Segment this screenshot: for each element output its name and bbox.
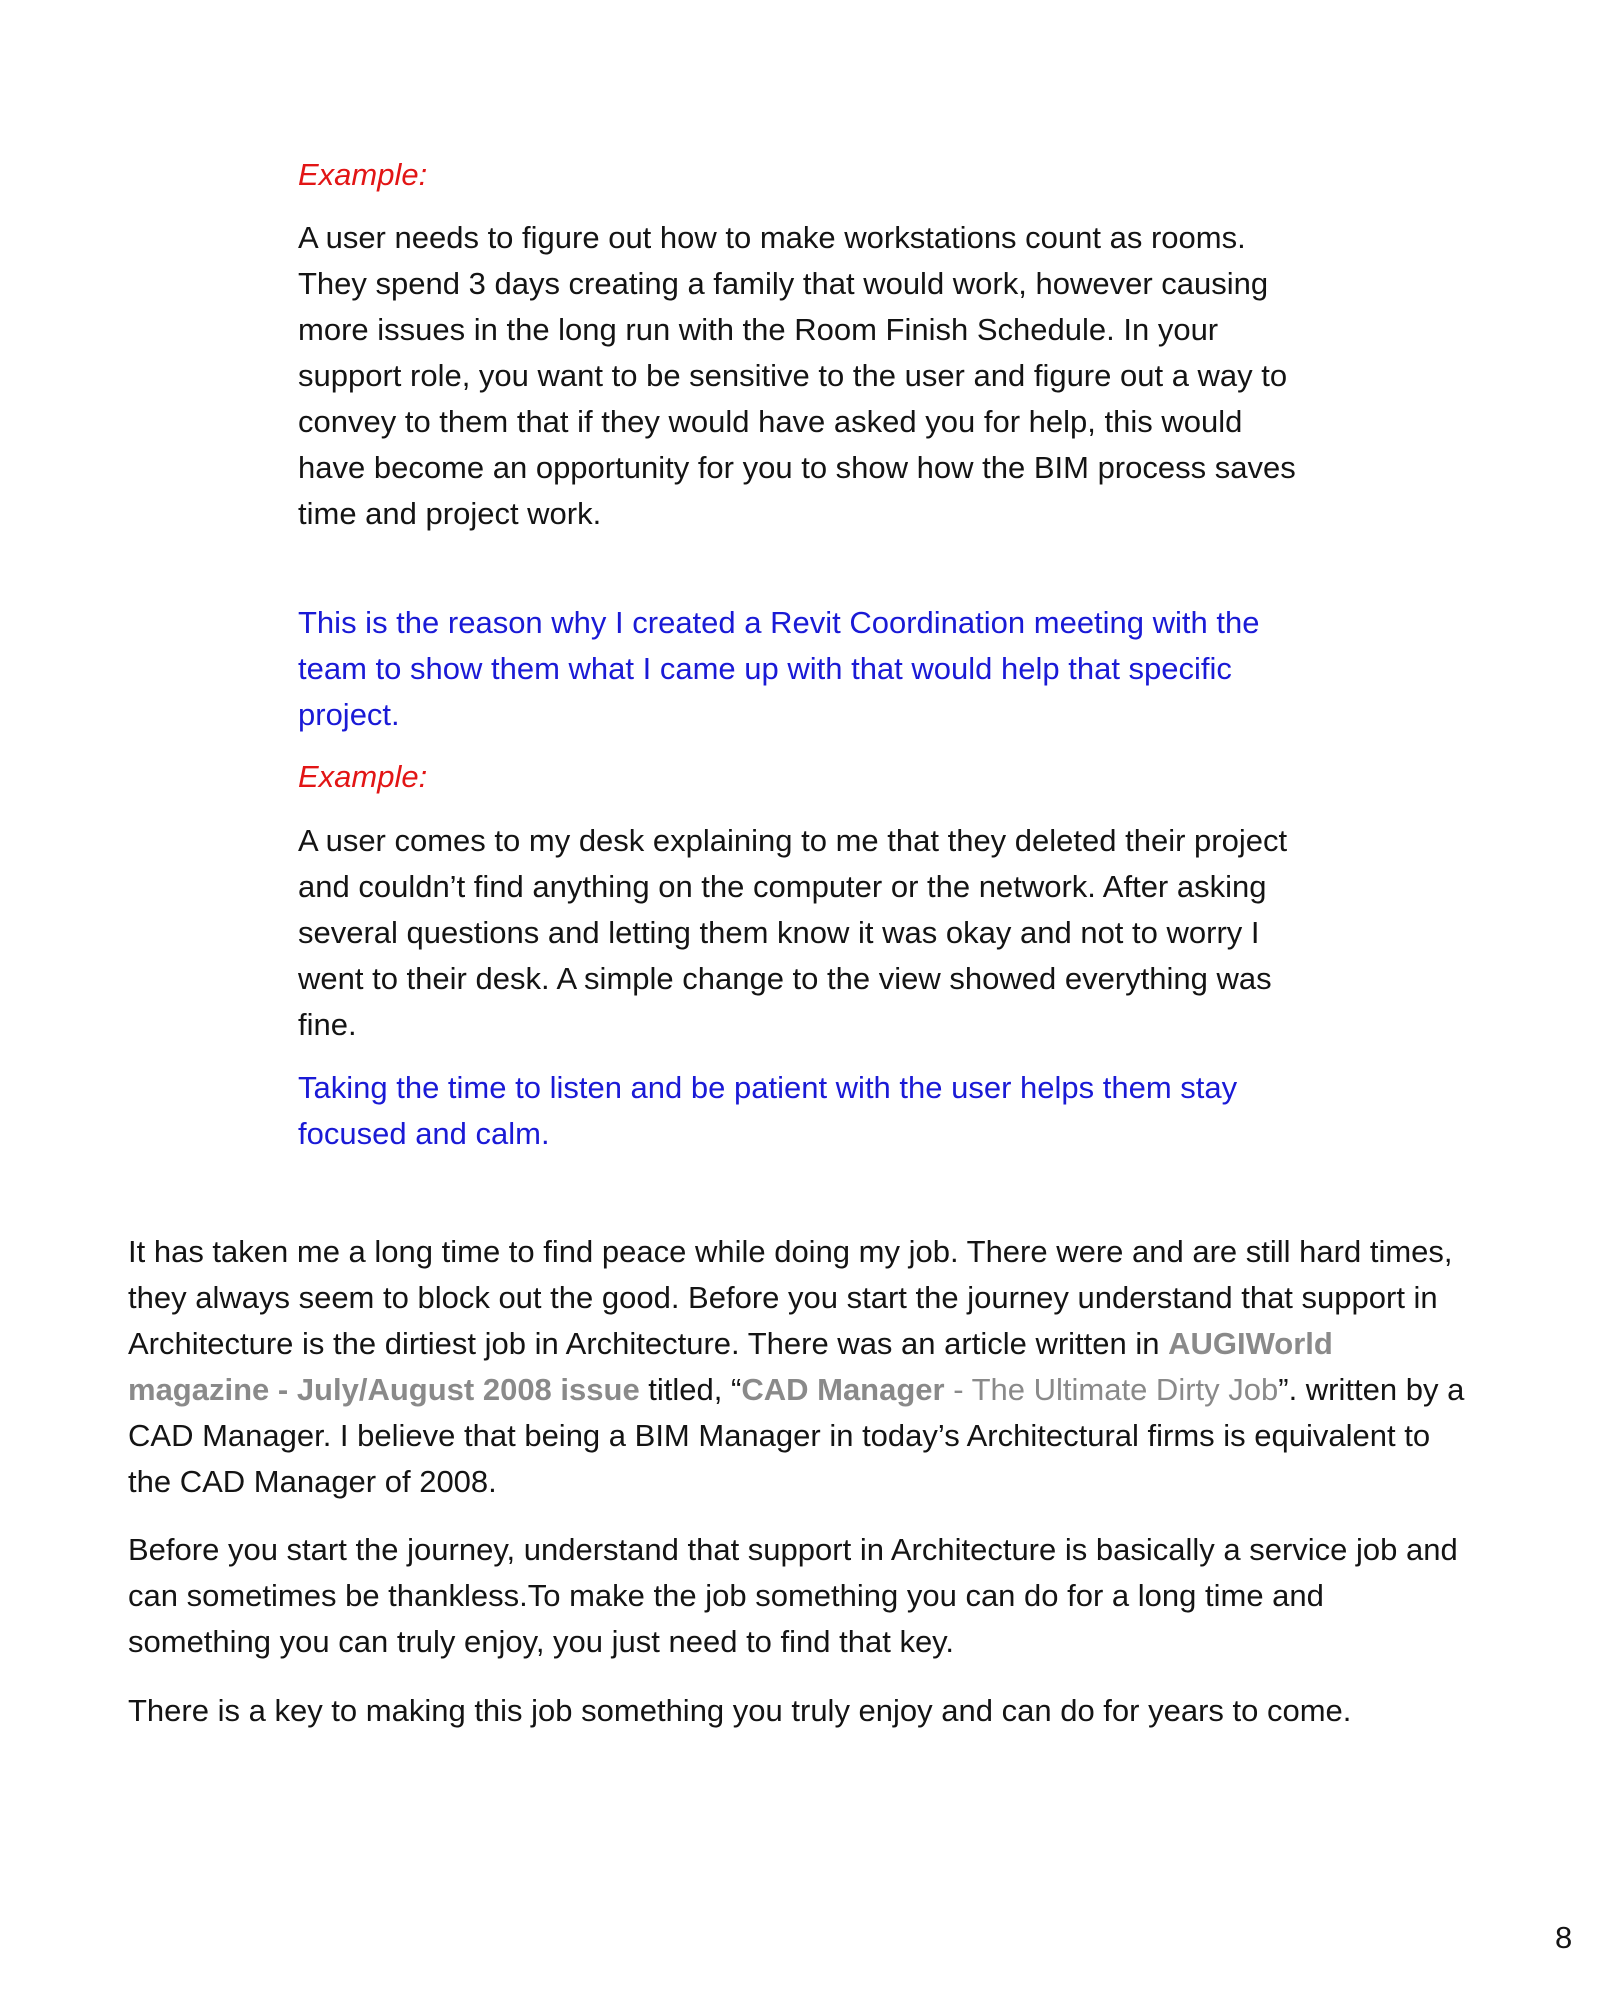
example-label-1: Example: [298,157,428,192]
example-text-2: A user comes to my desk explaining to me that they deleted their project and couldn’t find anything on the computer or the network. After asking several questions and letting them know it was okay and not to worry I went to their desk. A simple change to the view showed everything was fine. [298,823,1288,1042]
paragraph-key: There is a key to making this job something you truly enjoy and can do for years to come. [128,1693,1352,1728]
paragraph-dirty-job [128,1229,1468,1505]
article-title-rest: - The Ultimate Dirty Job [944,1372,1279,1407]
page-number: 8 [1555,1920,1573,1955]
magazine-reference: AUGIWorld magazine - July/August 2008 issue [128,1326,1333,1407]
article-title: CAD Manager [741,1372,945,1407]
example-note-1: This is the reason why I created a Revit Coordination meeting with the team to show them what I came up with that would help that specific project. [298,605,1260,732]
example-text-1: A user needs to figure out how to make workstations count as rooms. They spend 3 days creating a family that would work, however causing more issues in the long run with the Room Finish Schedule. In your support role, you want to be sensitive to the user and figure out a way to convey to them that if they would have asked you for help, this would have become an opportunity for you to show how the BIM process saves time and project work. [298,220,1296,531]
paragraph-text: titled, “ [639,1372,742,1407]
example-label-2: Example: [298,759,428,794]
paragraph-text: It has taken me a long time to find peace while doing my job. There were and are still hard times, they always seem to block out the good. Before you start the journey understand that support in Architecture is the dirtiest job in Architecture. There was an article written in [128,1234,1453,1361]
example-note-2: Taking the time to listen and be patient with the user helps them stay focused and calm. [298,1070,1238,1151]
paragraph-text: ”. written by a CAD Manager. I believe that being a BIM Manager in today’s Architectural firms is equivalent to the CAD Manager of 2008. [128,1372,1465,1499]
paragraph-service-job: Before you start the journey, understand that support in Architecture is basically a service job and can sometimes be thankless.To make the job something you can do for a long time and something you can truly enjoy, you just need to find that key. [128,1532,1458,1659]
